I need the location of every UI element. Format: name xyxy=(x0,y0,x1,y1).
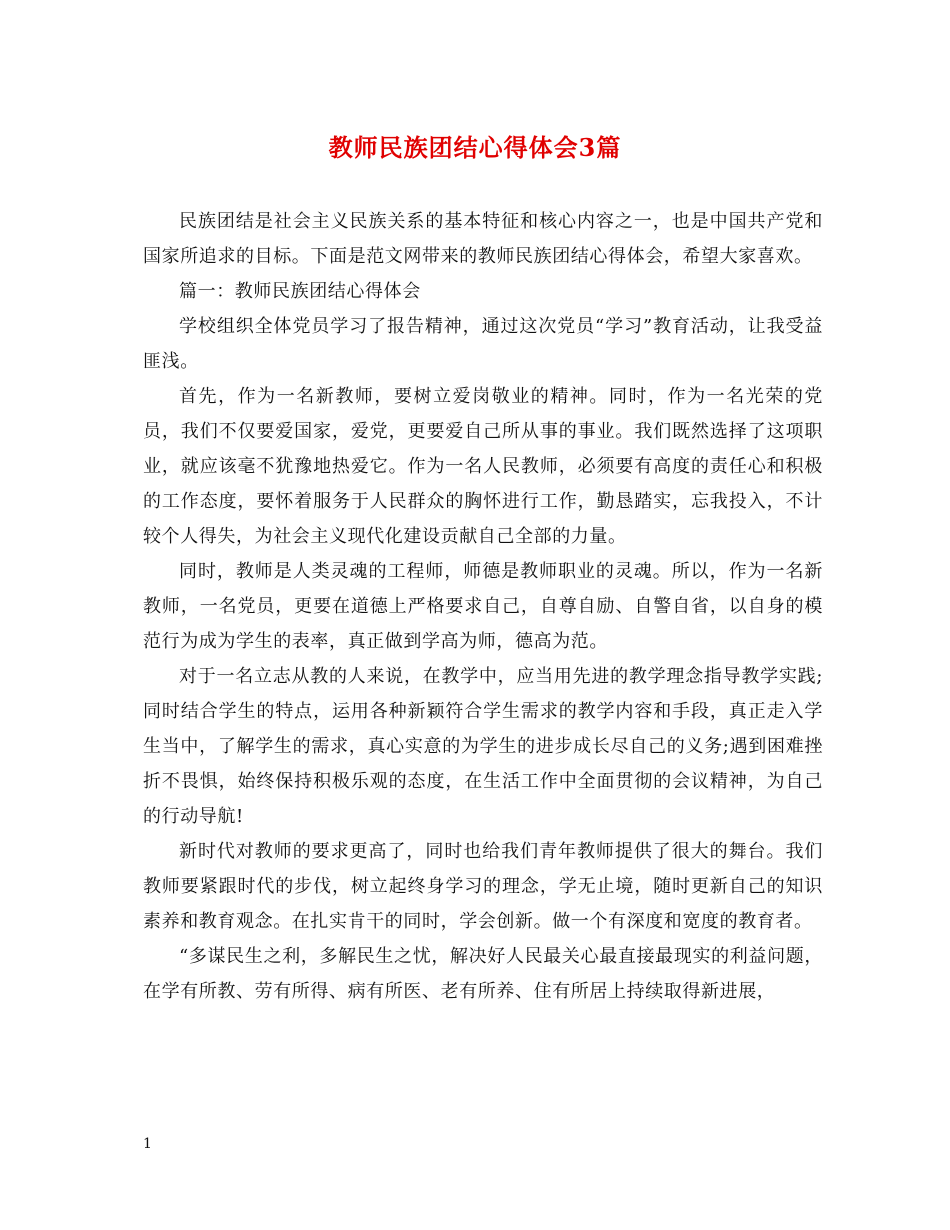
section-heading: 篇一：教师民族团结心得体会 xyxy=(179,281,421,302)
body-paragraph: 同时，教师是人类灵魂的工程师，师德是教师职业的灵魂。所以，作为一名新教师，一名党员，更要在道德上严格要求自己，自尊自励、自警自省，以自身的模范行为成为学生的表率，真正做到学高为师，德高为范。 xyxy=(143,561,823,652)
document-body xyxy=(143,204,823,1009)
body-paragraph: 首先，作为一名新教师，要树立爱岗敬业的精神。同时，作为一名光荣的党员，我们不仅要爱国家，爱党，更要爱自己所从事的事业。我们既然选择了这项职业，就应该毫不犹豫地热爱它。作为一名人民教师，必须要有高度的责任心和积极的工作态度，要怀着服务于人民群众的胸怀进行工作，勤恳踏实，忘我投入，不计较个人得失，为社会主义现代化建设贡献自己全部的力量。 xyxy=(143,386,823,547)
body-paragraph: “多谋民生之利，多解民生之忧，解决好人民最关心最直接最现实的利益问题，在学有所教、劳有所得、病有所医、老有所养、住有所居上持续取得新进展， xyxy=(143,946,823,1002)
body-paragraph: 新时代对教师的要求更高了，同时也给我们青年教师提供了很大的舞台。我们教师要紧跟时代的步伐，树立起终身学习的理念，学无止境，随时更新自己的知识素养和教育观念。在扎实肯干的同时，学会创新。做一个有深度和宽度的教育者。 xyxy=(143,841,823,932)
document-title: 教师民族团结心得体会3篇 xyxy=(328,133,622,162)
body-paragraph: 学校组织全体党员学习了报告精神，通过这次党员“学习”教育活动，让我受益匪浅。 xyxy=(143,316,823,372)
intro-paragraph: 民族团结是社会主义民族关系的基本特征和核心内容之一，也是中国共产党和国家所追求的目标。下面是范文网带来的教师民族团结心得体会，希望大家喜欢。 xyxy=(143,211,823,267)
page-number: 1 xyxy=(143,1136,152,1152)
body-paragraph: 对于一名立志从教的人来说，在教学中，应当用先进的教学理念指导教学实践;同时结合学生的特点，运用各种新颖符合学生需求的教学内容和手段，真正走入学生当中，了解学生的需求，真心实意的为学生的进步成长尽自己的义务;遇到困难挫折不畏惧，始终保持积极乐观的态度，在生活工作中全面贯彻的会议精神，为自己的行动导航! xyxy=(143,666,823,827)
